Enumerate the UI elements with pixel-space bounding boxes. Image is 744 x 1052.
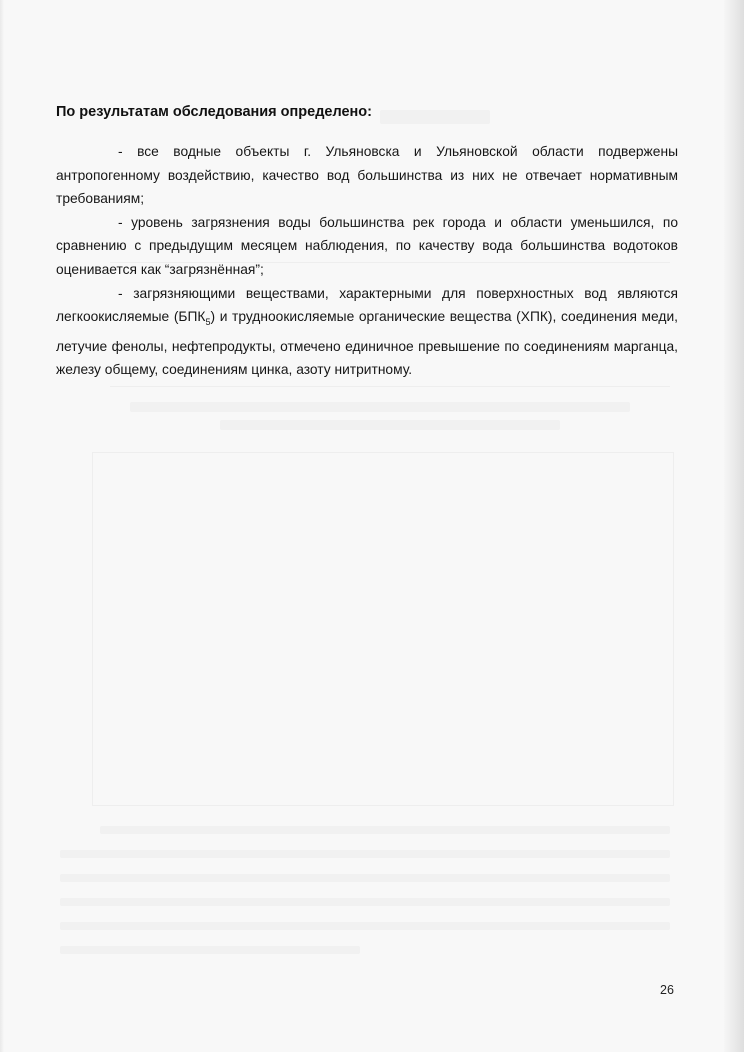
paragraph-3 (56, 282, 678, 382)
page-left-edge (0, 0, 4, 1052)
bleed-through-mark (60, 946, 360, 954)
paragraph-2: - уровень загрязнения воды большинства рек города и области уменьшился, по сравнению с предыдущим месяцем наблюдения, по качеству вода большинства водотоков оценивается как “загрязнённая”; (56, 214, 678, 277)
bleed-through-mark (380, 110, 490, 124)
bleed-through-table (92, 452, 674, 806)
page-number: 26 (660, 983, 674, 997)
bleed-through-mark (60, 850, 670, 858)
page-right-edge (724, 0, 744, 1052)
paragraph-3-text-start: - загрязняющими веществами, характерными для поверхностных вод являются легкоокисляемые (БПК (56, 285, 678, 325)
bleed-through-mark (60, 874, 670, 882)
bpk-subscript: 5 (205, 316, 211, 327)
section-heading: По результатам обследования определено: (56, 104, 372, 120)
body-text (56, 140, 678, 382)
bleed-through-mark (60, 922, 670, 930)
paragraph-3-text-end: ) и трудноокисляемые органические вещества (ХПК), соединения меди, летучие фенолы, нефтепродукты, отмечено единичное превышение по соединениям марганца, железу общему, соединениям цинка, азоту нитритному. (56, 309, 678, 378)
paragraph-1: - все водные объекты г. Ульяновска и Ульяновской области подвержены антропогенному воздействию, качество вод большинства из них не отвечает нормативным требованиям; (56, 144, 678, 207)
bleed-through-mark (100, 826, 670, 834)
bleed-through-mark (220, 420, 560, 430)
bleed-through-mark (110, 386, 670, 387)
bleed-through-mark (130, 402, 630, 412)
bleed-through-mark (60, 898, 670, 906)
